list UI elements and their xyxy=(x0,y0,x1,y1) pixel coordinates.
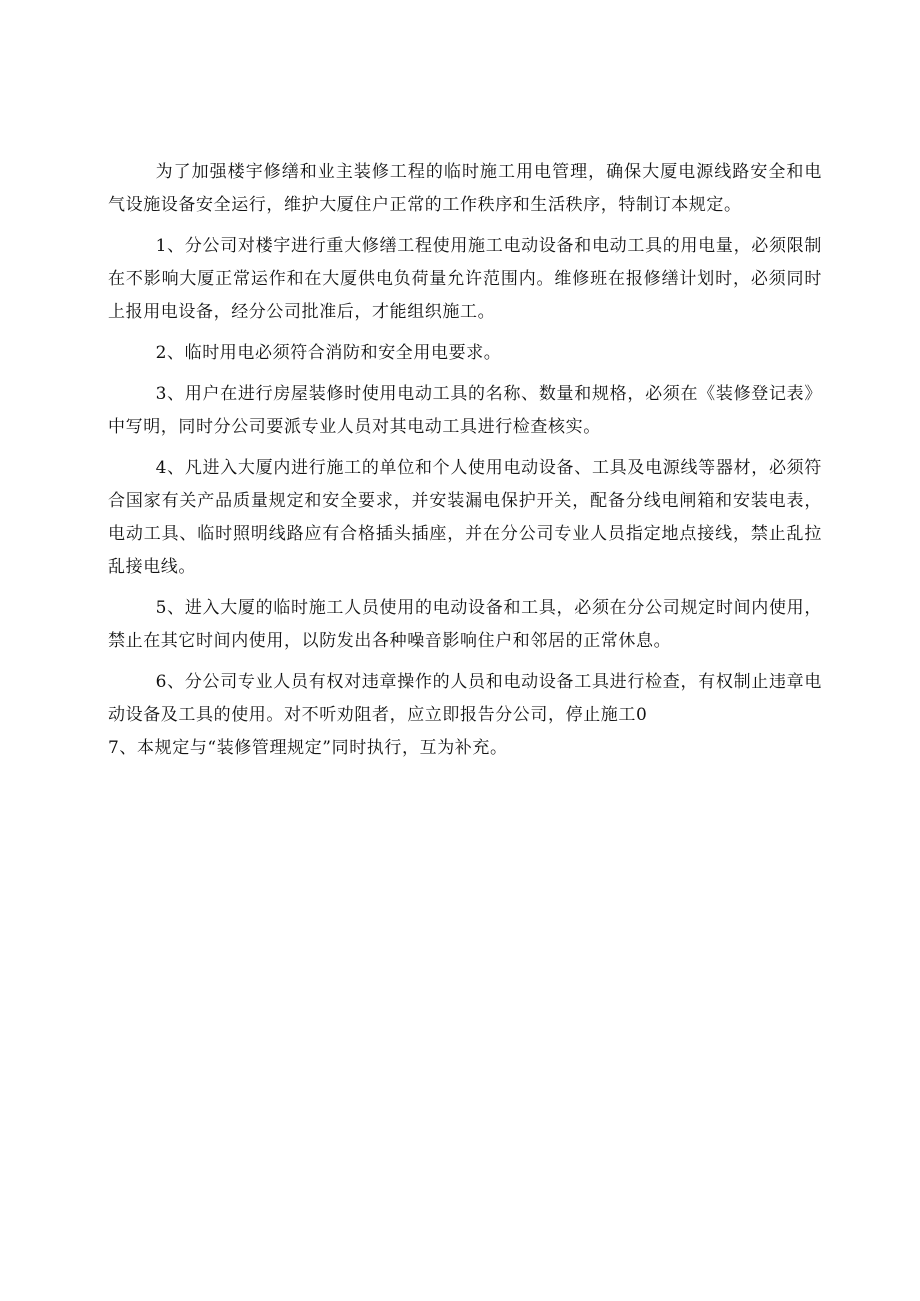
clause-7-paragraph: 7、本规定与“装修管理规定”同时执行，互为补充。 xyxy=(108,738,508,758)
clause-1-paragraph: 1、分公司对楼宇进行重大修缮工程使用施工电动设备和电动工具的用电量，必须限制在不影响大厦正常运作和在大厦供电负荷量允许范围内。维修班在报修缮计划时，必须同时上报用电设备，经分公司批准后，才能组织施工。 xyxy=(108,236,822,322)
clause-5-paragraph: 5、进入大厦的临时施工人员使用的电动设备和工具，必须在分公司规定时间内使用，禁止在其它时间内使用，以防发出各种噪音影响住户和邻居的正常休息。 xyxy=(108,598,822,651)
clause-4-paragraph: 4、凡进入大厦内进行施工的单位和个人使用电动设备、工具及电源线等器材，必须符合国家有关产品质量规定和安全要求，并安装漏电保护开关，配备分线电闸箱和安装电表，电动工具、临时照明线路应有合格插头插座，并在分公司专业人员指定地点接线，禁止乱拉乱接电线。 xyxy=(108,458,822,577)
clause-6-paragraph: 6、分公司专业人员有权对违章操作的人员和电动设备工具进行检查，有权制止违章电动设备及工具的使用。对不听劝阻者，应立即报告分公司，停止施工0 xyxy=(108,672,822,725)
clause-3-paragraph: 3、用户在进行房屋装修时使用电动工具的名称、数量和规格，必须在《装修登记表》中写明，同时分公司要派专业人员对其电动工具进行检查核实。 xyxy=(108,384,822,437)
document-body xyxy=(108,156,822,773)
intro-paragraph: 为了加强楼宇修缮和业主装修工程的临时施工用电管理，确保大厦电源线路安全和电气设施设备安全运行，维护大厦住户正常的工作秩序和生活秩序，特制订本规定。 xyxy=(108,162,822,215)
clause-2-paragraph: 2、临时用电必须符合消防和安全用电要求。 xyxy=(155,343,502,363)
